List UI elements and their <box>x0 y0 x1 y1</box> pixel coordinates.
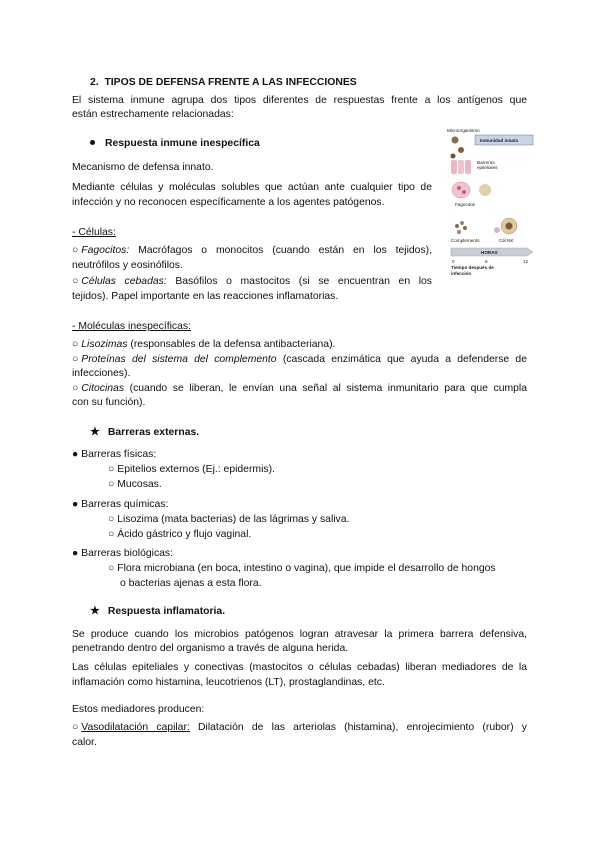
fisicas-item-1 <box>108 463 275 476</box>
citocinas-term: Citocinas <box>81 383 125 394</box>
barreras-biologicas <box>72 547 173 560</box>
barreras-biologicas-text: Barreras biológicas: <box>81 548 173 559</box>
microbe-icon <box>451 137 465 159</box>
proteinas-term: Proteínas del sistema del complemento <box>81 354 277 365</box>
phagocyte-icon <box>452 182 491 198</box>
quimicas-item-2 <box>108 528 251 541</box>
section-title <box>90 76 357 89</box>
tick-0: 0 <box>452 259 455 264</box>
circle-bullet-icon: ○ <box>108 464 115 475</box>
nk-cell-icon <box>494 218 517 234</box>
tick-6: 6 <box>485 259 488 264</box>
inespecifica-line-1: Mecanismo de defensa innato. <box>72 162 214 173</box>
circle-bullet-icon: ○ <box>72 245 79 256</box>
biologicas-item-1b: o bacterias ajenas a esta flora. <box>120 578 262 589</box>
barreras-heading <box>90 426 199 439</box>
intro-line-2: están estrechamente relacionadas: <box>72 109 234 120</box>
circle-bullet-icon: ○ <box>108 529 115 540</box>
inflamatoria-heading <box>90 605 225 618</box>
circle-bullet-icon: ○ <box>108 563 115 574</box>
bullet-icon: ● <box>72 449 79 460</box>
fisicas-item-2 <box>108 478 162 491</box>
inespecifica-line-2a: Mediante células y moléculas solubles que actúan ante cualquier tipo de <box>72 182 432 193</box>
barreras-heading-text: Barreras externas. <box>107 427 200 438</box>
inflamatoria-heading-text: Respuesta inflamatoria. <box>107 606 226 617</box>
cebadas-term: Células cebadas: <box>81 276 167 287</box>
lisozimas-text: (responsables de la defensa antibacteriana). <box>130 339 336 350</box>
horas-label: HORAS <box>481 250 498 255</box>
proteinas-line-b: infecciones). <box>72 368 131 379</box>
biologicas-item-1a-text: Flora microbiana (en boca, intestino o vagina), que impide el desarrollo de hongos <box>117 563 496 574</box>
moleculas-heading: - Moléculas inespecíficas: <box>72 321 191 332</box>
circle-bullet-icon: ○ <box>72 722 79 733</box>
fisicas-item-1-text: Epitelios externos (Ej.: epidermis). <box>117 464 275 475</box>
vasodilatacion-term <box>72 722 190 733</box>
inespecifica-heading <box>90 137 260 150</box>
complement-label: Complemento <box>451 238 480 243</box>
bullet-icon: ● <box>72 548 79 559</box>
cebadas-line-b: tejidos). Papel importante en las reacciones inflamatorias. <box>72 291 339 302</box>
quimicas-item-2-text: Ácido gástrico y flujo vaginal. <box>117 529 252 540</box>
epithelial-label-1: Barreras <box>477 160 495 165</box>
biologicas-item-1a <box>108 562 496 575</box>
circle-bullet-icon: ○ <box>72 383 79 394</box>
inespecifica-line-2b: infección y no reconocen específicamente a los agentes patógenos. <box>72 197 385 208</box>
citocinas-line-b: con su función). <box>72 397 146 408</box>
quimicas-item-1 <box>108 513 349 526</box>
inflamatoria-p3: Estos mediadores producen: <box>72 704 205 715</box>
section-number: 2. <box>90 77 99 88</box>
complement-icon <box>455 221 467 234</box>
fagocitos-text: Macrófagos o monocitos (cuando están en los tejidos), <box>138 245 433 256</box>
circle-bullet-icon: ○ <box>108 514 115 525</box>
time-label-2: infección <box>451 271 472 276</box>
epithelial-label-2: epiteliales <box>477 165 498 170</box>
quimicas-item-1-text: Lisozima (mata bacterias) de las lágrimas y saliva. <box>117 514 350 525</box>
proteinas-line-a <box>72 353 527 366</box>
inflamatoria-p1a: Se produce cuando los microbios patógenos logran atravesar la primera barrera defensiva, <box>72 629 527 640</box>
fagocitos-line-a <box>72 244 432 257</box>
tick-12: 12 <box>523 259 529 264</box>
nk-label: Cél NK <box>499 238 514 243</box>
phagocyte-label: Fagocitos <box>455 202 475 207</box>
lisozimas-line <box>72 338 335 351</box>
citocinas-text: (cuando se liberan, le envían una señal al sistema inmunitario para que cumpla <box>129 383 528 394</box>
lisozimas-term: Lisozimas <box>81 339 128 350</box>
time-label-1: Tiempo después de <box>451 265 494 270</box>
inflamatoria-p2b: inflamación como histamina, leucotrienos (LT), prostaglandinas, etc. <box>72 677 385 688</box>
vasodilatacion-line-a <box>72 721 527 734</box>
circle-bullet-icon: ○ <box>72 354 79 365</box>
bullet-icon: ● <box>72 499 79 510</box>
fagocitos-term: Fagocitos: <box>81 245 130 256</box>
vasodilatacion-text: Dilatación de las arteriolas (histamina), enrojecimiento (rubor) y <box>198 722 527 733</box>
vasodilatacion-line-b: calor. <box>72 737 97 748</box>
intro-line-1: El sistema inmune agrupa dos tipos diferentes de respuestas frente a los antígenos que <box>72 95 527 106</box>
barreras-fisicas-text: Barreras físicas: <box>81 449 157 460</box>
innate-immunity-label: Inmunidad innata <box>480 138 519 143</box>
barreras-fisicas <box>72 448 156 461</box>
innate-immunity-figure <box>447 126 539 284</box>
star-icon: ★ <box>90 426 100 438</box>
proteinas-text: (cascada enzimática que ayuda a defenderse de <box>282 354 527 365</box>
circle-bullet-icon: ○ <box>72 276 79 287</box>
citocinas-line-a <box>72 382 527 395</box>
circle-bullet-icon: ○ <box>72 339 79 350</box>
section-title-text: TIPOS DE DEFENSA FRENTE A LAS INFECCIONES <box>104 77 357 88</box>
cebadas-text: Basófilos o mastocitos (si se encuentran en los <box>175 276 432 287</box>
circle-bullet-icon: ○ <box>108 479 115 490</box>
fisicas-item-2-text: Mucosas. <box>117 479 162 490</box>
epithelium-icon <box>451 160 471 174</box>
celulas-heading: - Células: <box>72 227 116 238</box>
figure-top-label: Microorganismo <box>447 128 480 133</box>
barreras-quimicas-text: Barreras químicas: <box>81 499 169 510</box>
star-icon: ★ <box>90 605 100 617</box>
bullet-icon <box>90 140 95 145</box>
inflamatoria-p2a: Las células epiteliales y conectivas (mastocitos o células cebadas) liberan mediadores de la <box>72 662 527 673</box>
barreras-quimicas <box>72 498 168 511</box>
cebadas-line-a <box>72 275 432 288</box>
inespecifica-heading-text: Respuesta inmune inespecífica <box>105 138 260 149</box>
fagocitos-line-b: neutrófilos y eosinófilos. <box>72 260 183 271</box>
inflamatoria-p1b: penetrando dentro del organismo a través de alguna herida. <box>72 643 349 654</box>
vasodilatacion-term-text: Vasodilatación capilar: <box>81 722 190 733</box>
